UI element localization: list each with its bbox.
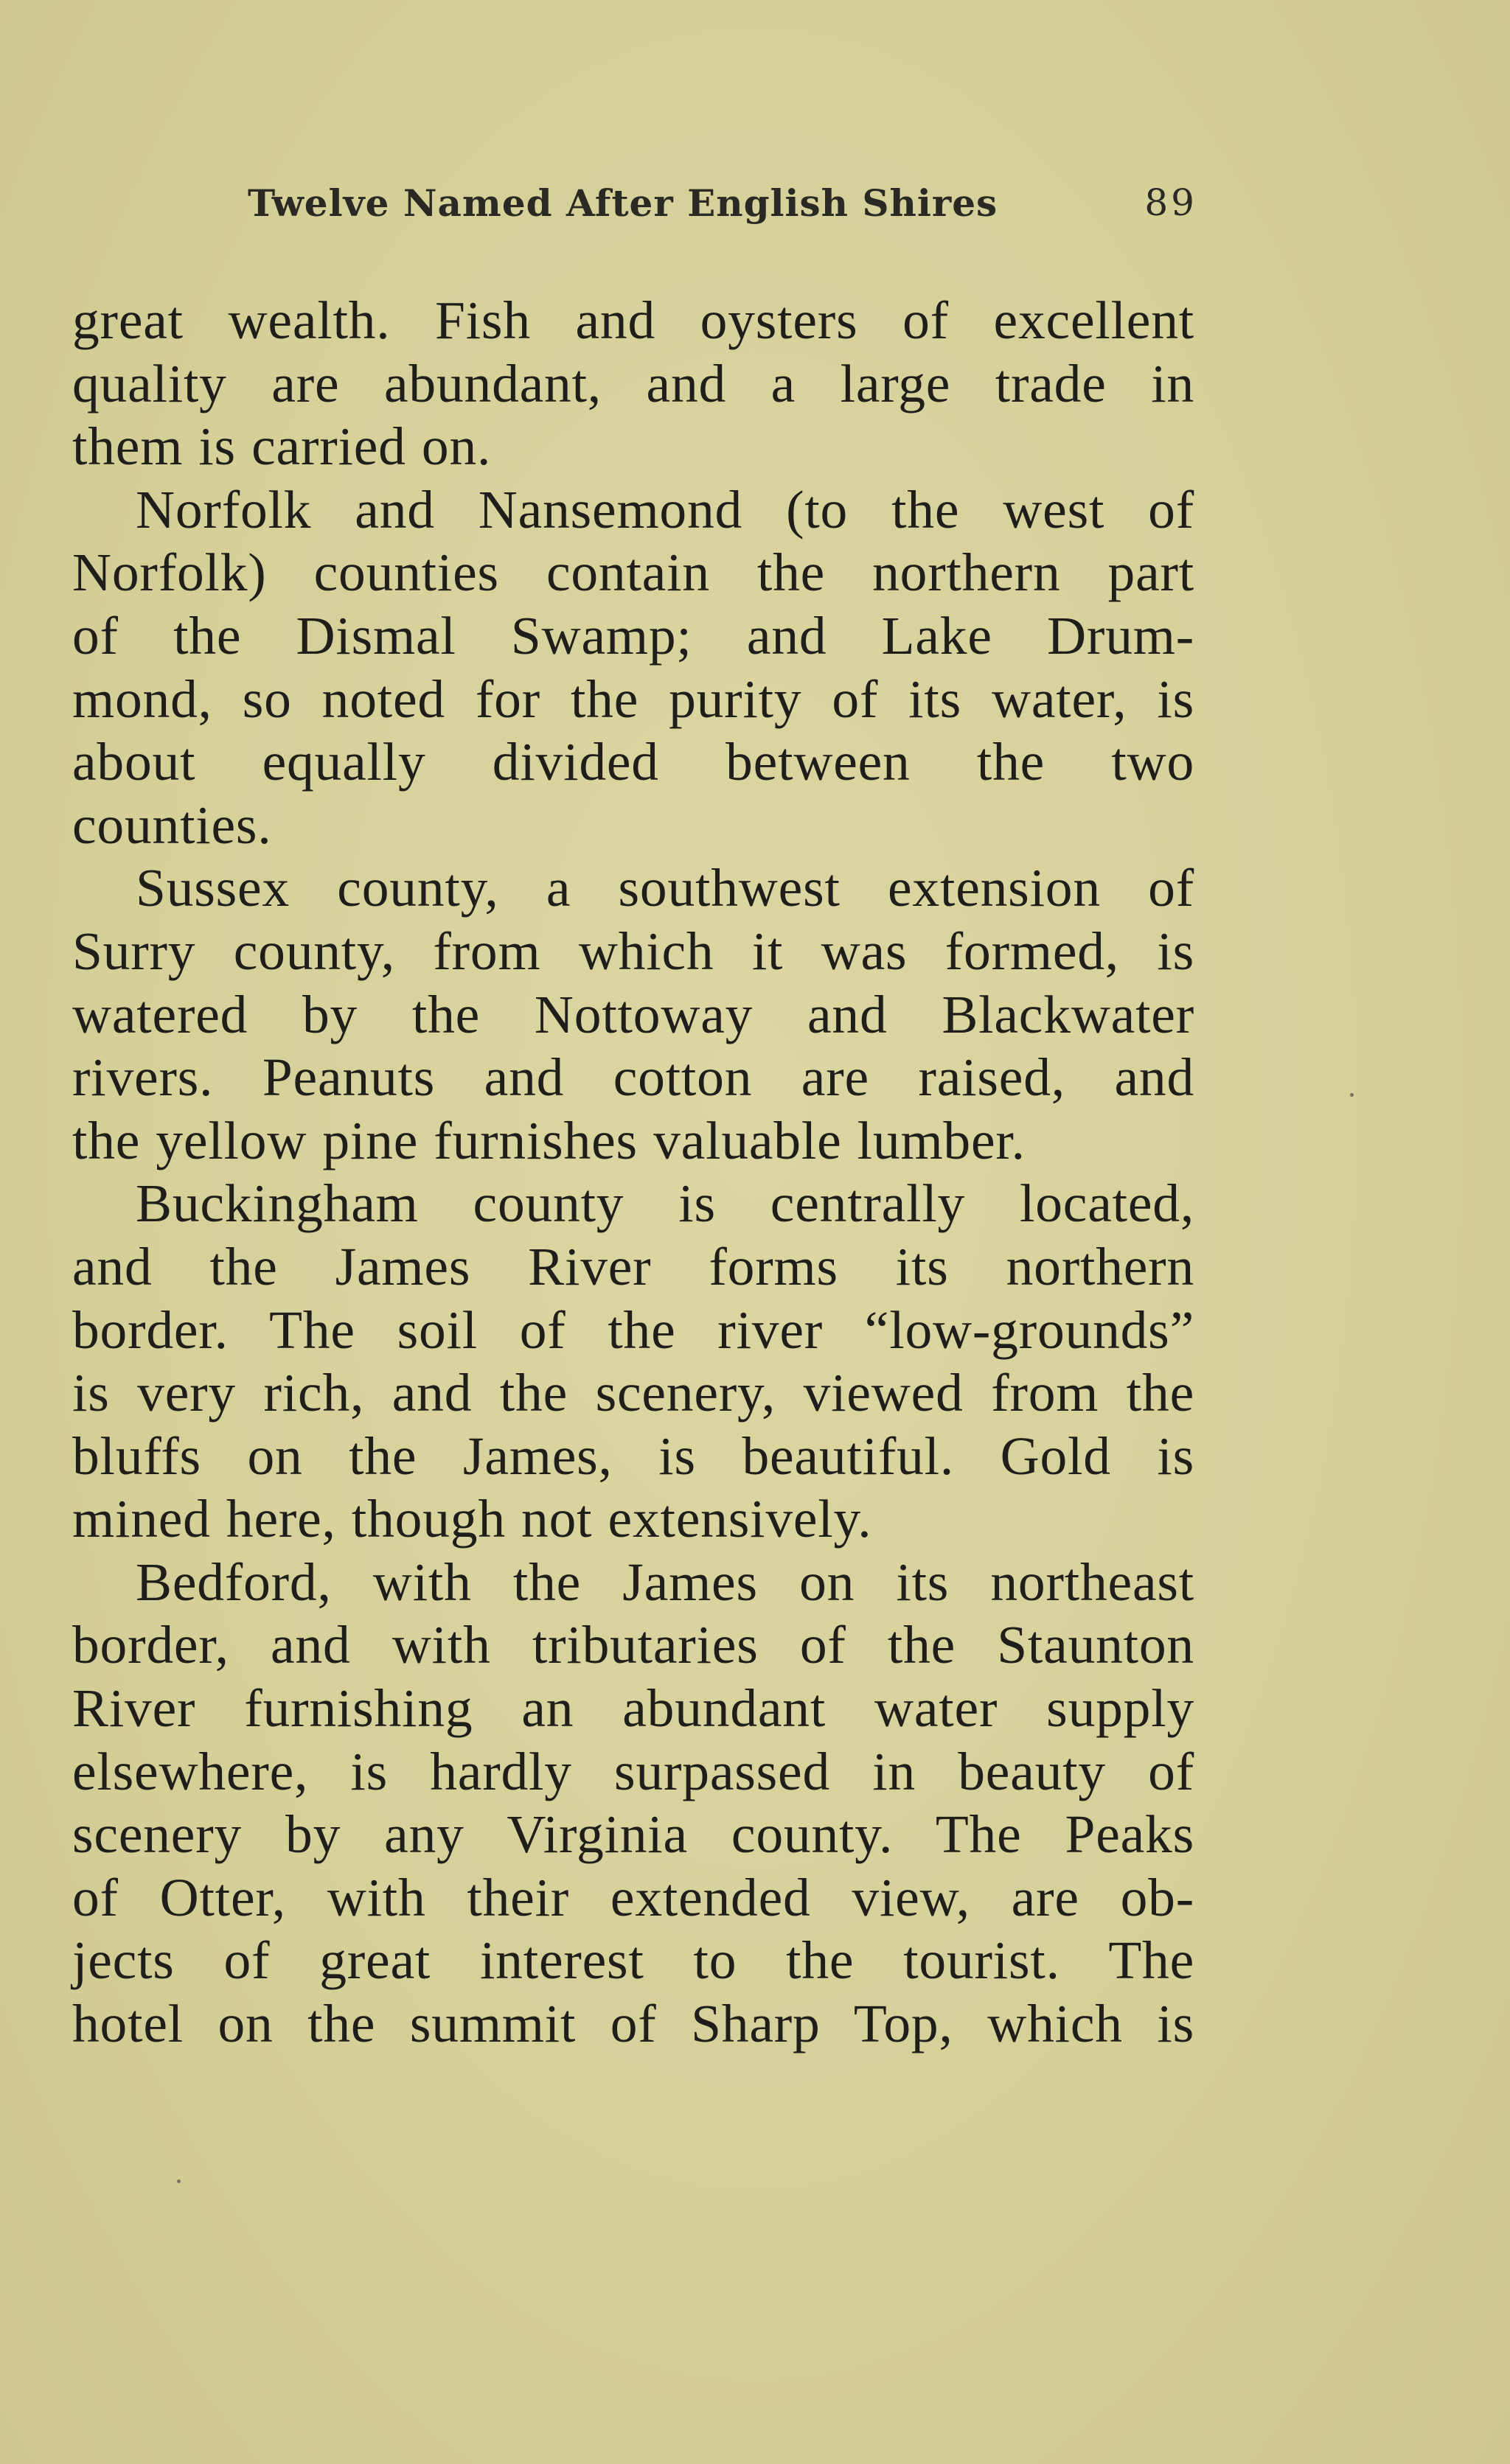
text-line: jects of great interest to the tourist. The bbox=[72, 1930, 1194, 1991]
text-line: about equally divided between the two bbox=[72, 732, 1194, 792]
text-line: quality are abundant, and a large trade in bbox=[72, 353, 1194, 413]
text-line: counties. bbox=[72, 795, 272, 855]
text-line: Sussex county, a southwest extension of bbox=[136, 858, 1194, 918]
page-number: 89 bbox=[1144, 181, 1197, 224]
text-line: mined here, though not extensively. bbox=[72, 1489, 872, 1549]
text-line: River furnishing an abundant water supply bbox=[72, 1678, 1194, 1739]
text-line: hotel on the summit of Sharp Top, which is bbox=[72, 1994, 1194, 2054]
text-line: Norfolk) counties contain the northern part bbox=[72, 542, 1194, 603]
text-line: mond, so noted for the purity of its water, is bbox=[72, 669, 1194, 729]
text-line: of the Dismal Swamp; and Lake Drum- bbox=[72, 605, 1194, 666]
text-line: and the James River forms its northern bbox=[72, 1236, 1194, 1296]
text-line: elsewhere, is hardly surpassed in beauty of bbox=[72, 1741, 1194, 1801]
text-line: of Otter, with their extended view, are ob- bbox=[72, 1867, 1194, 1927]
text-line: Surry county, from which it was formed, is bbox=[72, 921, 1194, 981]
paragraph-2 bbox=[72, 478, 1194, 857]
text-line: bluffs on the James, is beautiful. Gold is bbox=[72, 1425, 1194, 1486]
running-head bbox=[248, 181, 1197, 240]
text-line: great wealth. Fish and oysters of excellent bbox=[72, 290, 1194, 350]
text-line: is very rich, and the scenery, viewed from the bbox=[72, 1363, 1194, 1423]
text-line: border, and with tributaries of the Staunton bbox=[72, 1615, 1194, 1675]
text-line: the yellow pine furnishes valuable lumber. bbox=[72, 1110, 1026, 1170]
paragraph-5 bbox=[72, 1551, 1194, 2056]
text-line: Bedford, with the James on its northeast bbox=[136, 1552, 1194, 1612]
paper-speck bbox=[1350, 1093, 1354, 1097]
text-line: Buckingham county is centrally located, bbox=[136, 1173, 1194, 1234]
text-line: scenery by any Virginia county. The Peaks bbox=[72, 1804, 1194, 1865]
text-line: border. The soil of the river “low-grounds” bbox=[72, 1299, 1194, 1360]
text-line: watered by the Nottoway and Blackwater bbox=[72, 984, 1194, 1044]
body-text bbox=[72, 289, 1194, 2056]
text-line: Norfolk and Nansemond (to the west of bbox=[136, 479, 1194, 540]
text-line: them is carried on. bbox=[72, 416, 492, 477]
paragraph-4 bbox=[72, 1172, 1194, 1551]
paper-speck bbox=[177, 2179, 181, 2183]
running-title: Twelve Named After English Shires bbox=[248, 181, 998, 225]
paragraph-1 bbox=[72, 289, 1194, 478]
paragraph-3 bbox=[72, 856, 1194, 1172]
text-line: rivers. Peanuts and cotton are raised, and bbox=[72, 1047, 1194, 1108]
